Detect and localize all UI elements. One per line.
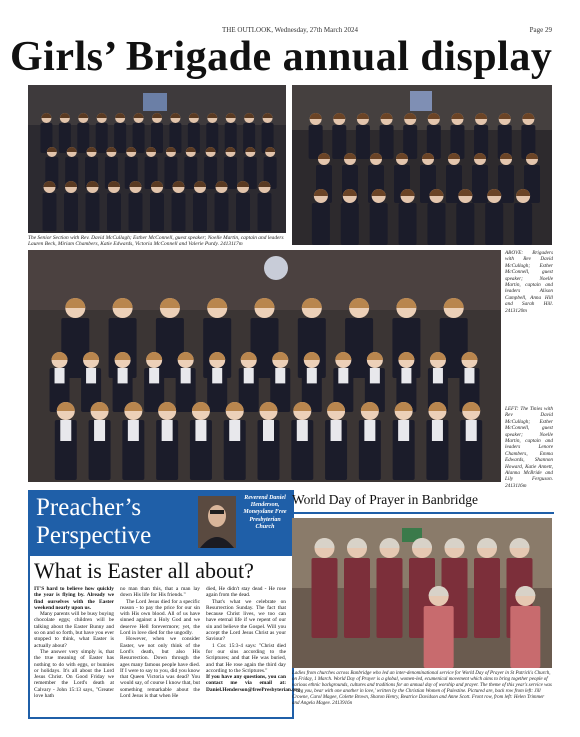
page-headline: Girls’ Brigade annual display <box>10 34 553 80</box>
caption-tinies: LEFT: The Tinies with Rev David McCullagh; Esther McConnell, guest speaker; Noelle Martin, captain and leaders Lenore Chambers, Emma Edwards, Shannon Howard, Katie Annett, Alanna McBride and Lily Ferguson. 2413116m <box>505 406 553 489</box>
paragraph: IT'S hard to believe how quickly the year is flying by. Already we find ourselves with the Easter weekend nearly upon us. <box>34 586 114 611</box>
photo-world-day-of-prayer <box>292 518 552 668</box>
photo-senior-section <box>28 85 286 233</box>
article-column-1 <box>34 586 114 699</box>
paragraph: no man than this, that a man lay down His life for His friends." <box>120 586 200 599</box>
world-day-title: World Day of Prayer in Banbridge <box>292 492 478 507</box>
article-body <box>34 586 301 714</box>
column-title-line2: Perspective <box>36 522 152 549</box>
preachers-perspective-box <box>28 490 301 719</box>
author-byline: Reverend Daniel Henderson, Moneyslane Free Presbyterian Church <box>243 495 287 530</box>
photo-brigaders <box>292 85 552 245</box>
paragraph: The answer very simply is, that the true meaning of Easter has nothing to do with eggs, or bunnies or holidays. It's all about the Lord Jesus Christ. On Good Friday we remember the Lord's death at Calvary - John 15:13 says, "Greater love hath <box>34 648 114 700</box>
caption-senior-section: The Senior Section with Rev. David McCullagh; Esther McConnell, guest speaker; Noelle Martin, captain and leaders Lauren Beck, Miriam Chambers, Katie Edwards, Victoria McConnell and Valerie Purdy. 2413117m <box>28 235 284 248</box>
paragraph: The Lord Jesus died for a specific reason - to pay the price for our sin with His own blood. All of us have sinned against a Holy God and we deserve Hell forevermore; yet, the Lord in love died for the ungodly. <box>120 598 200 637</box>
caption-world-day: Ladies from churches across Banbridge who led an inter-denominational service for World Day of Prayer in St Patrick's Church, on Friday, 1 March. World Day of Prayer is a global, women-led, ecumenical movement which aims to bring together people of various ethnic backgrounds, cultures and traditions for an annual day of worship and prayer. The theme of this year's service was 'I beg you, bear with one another in love,' written by the Christian Women of Palestine. Pictured are, back row from left: Jill Crowne, Carol Magee, Colette Brown, Sharon Henry, Beatrice Davidson and Anne Scott. Front row, from left: Helen Trimmer and Angela Magee. 2413916n <box>292 671 552 706</box>
paragraph: died, He didn't stay dead - He rose again from the dead. <box>206 586 286 599</box>
column-title-line1: Preacher’s <box>36 494 142 521</box>
author-portrait <box>198 496 236 548</box>
photo-tinies <box>28 250 501 482</box>
issue-line: THE OUTLOOK, Wednesday, 27th March 2024 <box>222 26 358 34</box>
article-title: What is Easter all about? <box>34 558 254 583</box>
paragraph: However, when we consider Easter, we not only think of the Lord's death, but also His Resurrection. Down through the ages many famous people have died. If I were to say to you, did you know that Queen Victoria was dead? You would say, of course I know that, but something remarkable about the Lord Jesus is that when He <box>120 636 200 700</box>
page-number: Page 29 <box>529 26 552 34</box>
title-divider <box>292 512 554 514</box>
caption-brigaders: ABOVE: Brigaders with Rev David McCullagh; Esther McConnell, guest speaker; Noelle Martin, captain and leaders Alison Campbell, Anna Hill and Sarah Hill. 2413120m <box>505 250 553 314</box>
paragraph: Many parents will be busy buying chocolate eggs; children will be talking about the Easter Bunny and so on and so forth, but have you ever stopped to think, what Easter is actually about? <box>34 611 114 649</box>
article-column-2 <box>120 586 200 699</box>
paragraph: 1 Cor. 15:3-4 says: "Christ died for our sins according to the Scriptures; and that He was buried, and that He rose again the third day according to the Scriptures." <box>206 642 286 674</box>
article-column-3 <box>206 586 301 693</box>
contact-paragraph: If you have any questions, you can contact me via email at: Daniel.Henderson@freePresbyterian.org <box>206 674 301 693</box>
paragraph: That's what we celebrate on Resurrection Sunday. The fact that because Christ lives, we too can have eternal life if we repent of our sin and believe the Gospel. Will you accept the Lord Jesus Christ as your Saviour? <box>206 598 286 643</box>
preachers-perspective-banner <box>30 492 292 556</box>
column-title <box>36 494 151 550</box>
